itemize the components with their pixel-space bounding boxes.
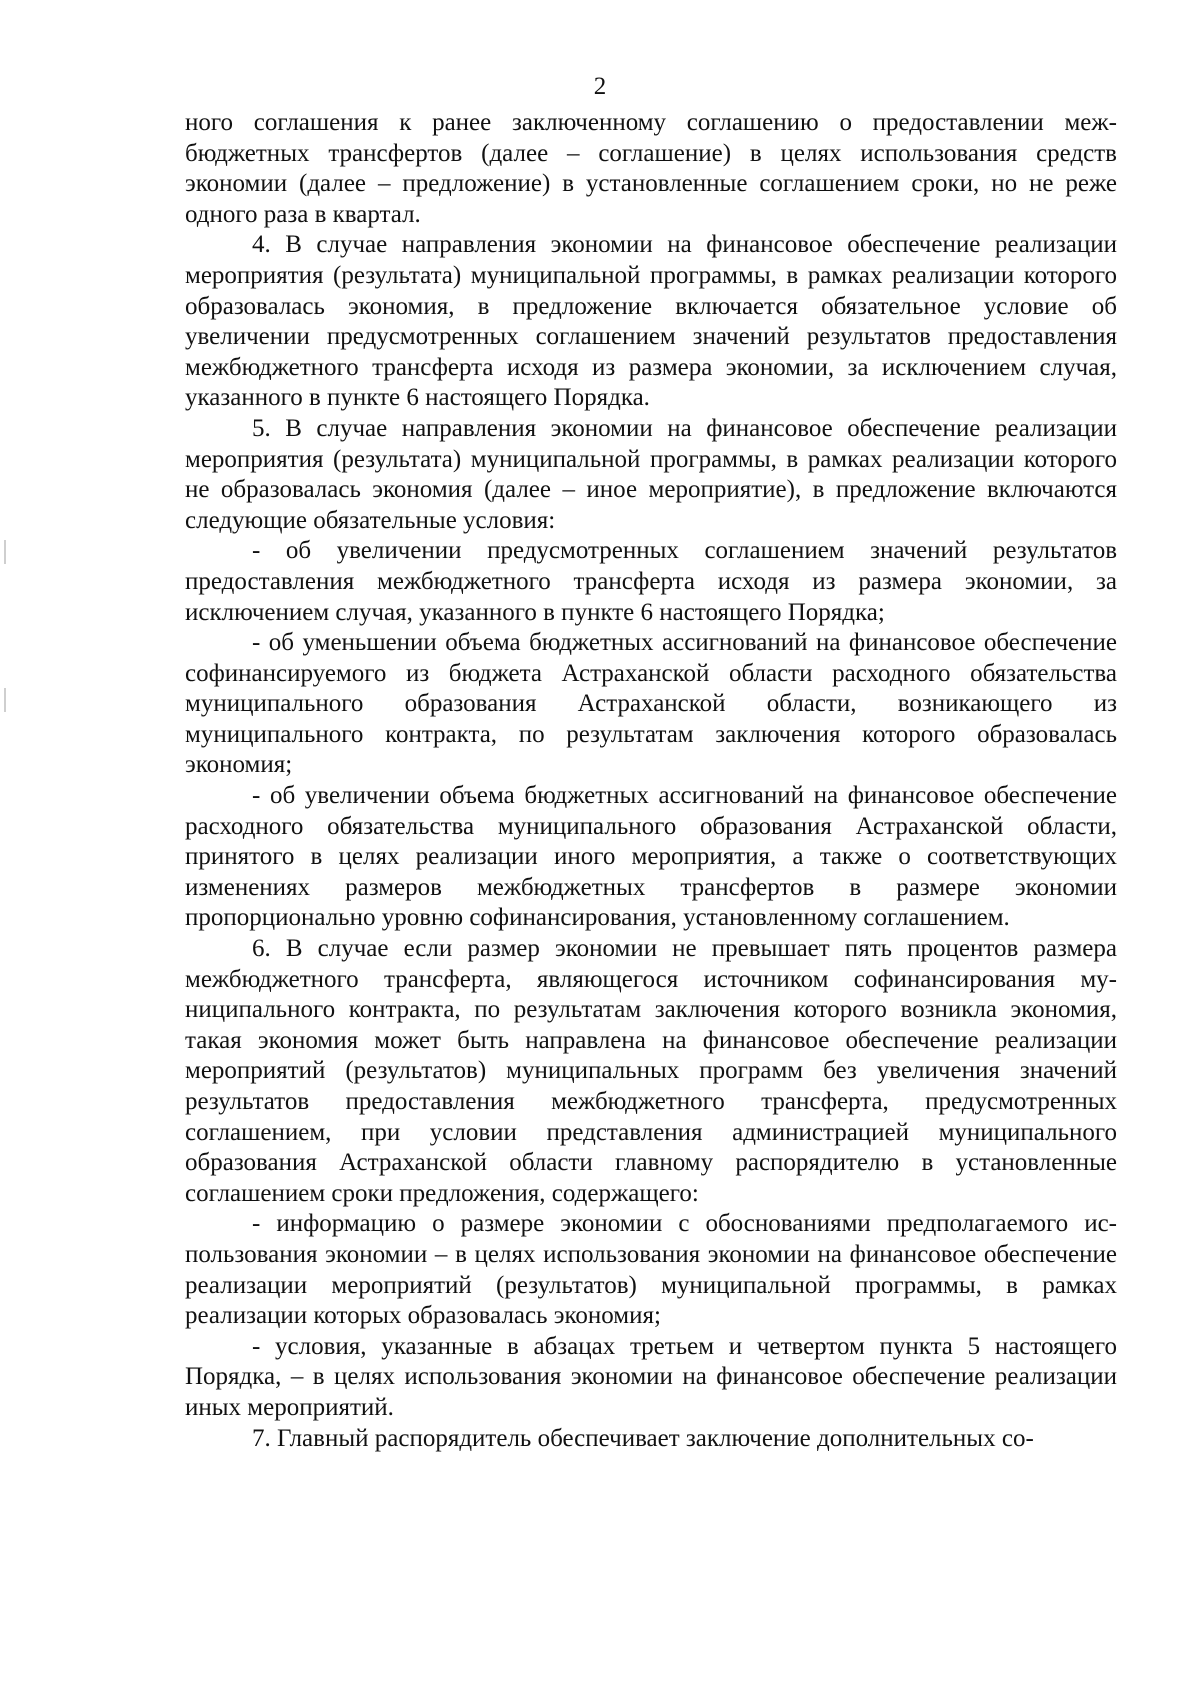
paragraph-item-7: 7. Главный распорядитель обеспечивает заключение дополнительных со-: [252, 1424, 1034, 1452]
page-number: 2: [593, 73, 607, 100]
list-item-6-1: - информацию о размере экономии с обоснованиями предполагаемого использования экономии – в целях использования экономии на финансовое обеспечение реализации мероприятий (результатов) муниципальной программы, в рамках реализации которых образовалась экономия;: [185, 1210, 1117, 1330]
list-item-6-2: - условия, указанные в абзацах третьем и четвертом пункта 5 настоящего Порядка, – в целях использования экономии на финансовое обеспечение реализации иных мероприятий.: [185, 1332, 1117, 1421]
paragraph-continuation: ного соглашения к ранее заключенному соглашению о предоставлении межбюджетных трансфертов (далее – соглашение) в целях использования средств экономии (далее – предложение) в установленные соглашением сроки, но не реже одного раза в квартал.: [185, 109, 1117, 228]
list-item-5-3: - об увеличении объема бюджетных ассигнований на финансовое обеспечение расходного обязательства муниципального образования Астраханской области, принятого в целях реализации иного мероприятия, а также о соответствующих изменениях размеров межбюджетных трансфертов в размере экономии пропорционально уровню софинансирования, установленному соглашением.: [185, 782, 1117, 932]
list-item-5-1: - об увеличении предусмотренных соглашением значений результатов предоставления межбюджетного трансферта исходя из размера экономии, за исключением случая, указанного в пункте 6 настоящего Порядка;: [185, 537, 1117, 626]
list-item-5-2: - об уменьшении объема бюджетных ассигнований на финансовое обеспечение софинансируемого из бюджета Астраханской области расходного обязательства муниципального образования Астраханской области, возникающего из муниципального контракта, по результатам заключения которого образовалась экономия;: [185, 629, 1117, 779]
scan-margin-mark: [4, 540, 6, 564]
paragraph-item-5: 5. В случае направления экономии на финансовое обеспечение реализации мероприятия (результата) муниципальной программы, в рамках реализации которого не образовалась экономия (далее – иное мероприятие), в предложение включаются следующие обязательные условия:: [185, 414, 1117, 534]
paragraph-item-6: 6. В случае если размер экономии не превышает пять процентов размера межбюджетного трансферта, являющегося источником софинансирования муниципального контракта, по результатам заключения которого возникла экономия, такая экономия может быть направлена на финансовое обеспечение реализации мероприятий (результатов) муниципальных программ без увеличения значений результатов предоставления межбюджетного трансферта, предусмотренных соглашением, при условии представления администрацией муниципального образования Астраханской области главному распорядителю в установленные соглашением сроки предложения, содержащего:: [185, 935, 1117, 1207]
paragraph-item-4: 4. В случае направления экономии на финансовое обеспечение реализации мероприятия (результата) муниципальной программы, в рамках реализации которого образовалась экономия, в предложение включается обязательное условие об увеличении предусмотренных соглашением значений результатов предоставления межбюджетного трансферта исходя из размера экономии, за исключением случая, указанного в пункте 6 настоящего Порядка.: [185, 231, 1117, 412]
document-body: [185, 108, 1117, 1454]
scan-margin-mark: [4, 688, 6, 712]
